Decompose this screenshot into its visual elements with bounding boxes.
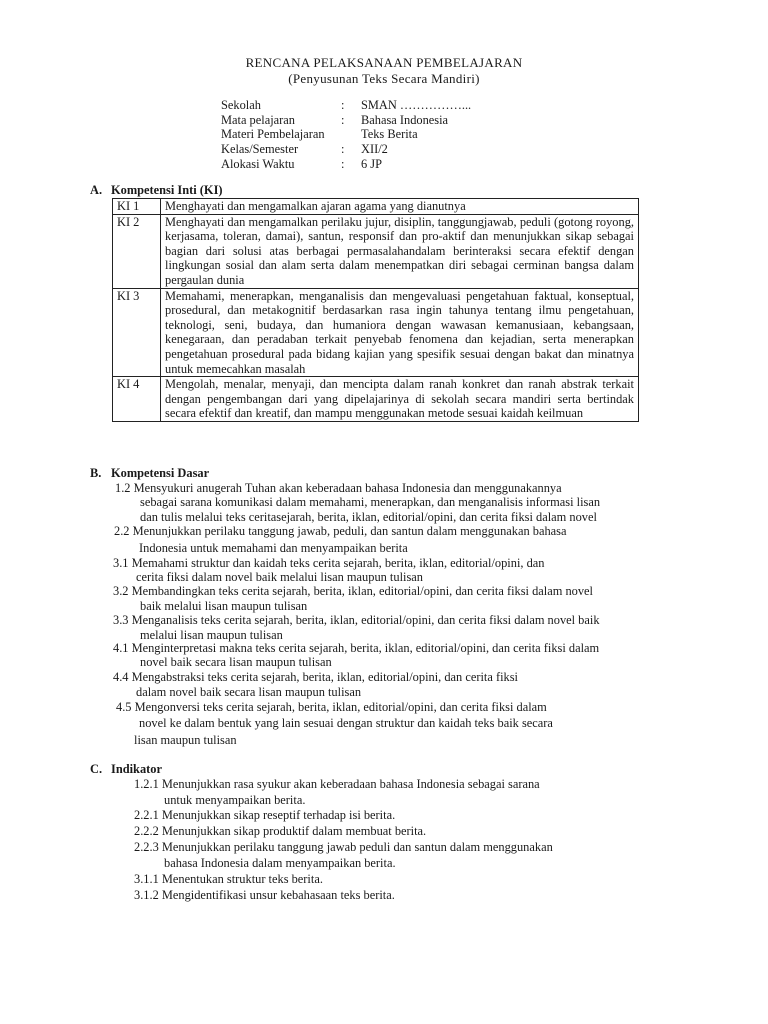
table-row <box>113 288 639 377</box>
info-label: Sekolah <box>221 98 261 112</box>
info-row-sekolah <box>221 98 641 113</box>
kd-line: dan tulis melalui teks ceritasejarah, berita, iklan, editorial/opini, dan cerita fiksi dalam novel <box>140 510 597 524</box>
ki-code: KI 4 <box>113 377 161 422</box>
info-row-materi <box>221 127 641 142</box>
kd-line: 4.4 Mengabstraksi teks cerita sejarah, berita, iklan, editorial/opini, dan cerita fiksi <box>113 670 518 684</box>
section-c-heading <box>90 762 162 777</box>
ki-code: KI 3 <box>113 288 161 377</box>
kd-line: 3.1 Memahami struktur dan kaidah teks cerita sejarah, berita, iklan, editorial/opini, dan <box>113 556 545 570</box>
section-title: Kompetensi Inti (KI) <box>111 183 223 197</box>
info-row-mata-pelajaran <box>221 113 641 128</box>
kd-line: sebagai sarana komunikasi dalam memahami, menerapkan, dan menganalisis informasi lisan <box>140 495 601 509</box>
indicator-line: 2.2.2 Menunjukkan sikap produktif dalam membuat berita. <box>134 824 427 838</box>
document-subtitle: (Penyusunan Teks Secara Mandiri) <box>288 71 480 86</box>
ki-text: Menghayati dan mengamalkan perilaku jujur, disiplin, tanggungjawab, peduli (gotong royong, kerjasama, toleran, damai), santun, responsif dan pro-aktif dan menunjukkan sikap sebagai bagian dari solusi atas berbagai permasalahandalam berinteraksi secara efektif dengan lingkungan sosial dan alam serta dalam menempatkan diri sebagai cerminan bangsa dalam pergaulan dunia <box>161 214 639 288</box>
table-row <box>113 377 639 422</box>
document-title: RENCANA PELAKSANAAN PEMBELAJARAN <box>245 55 523 70</box>
info-value: XII/2 <box>361 142 388 157</box>
section-title: Indikator <box>111 762 162 776</box>
ki-text: Memahami, menerapkan, menganalisis dan mengevaluasi pengetahuan faktual, konseptual, prosedural, dan metakognitif berdasarkan rasa ingin tahunya tentang ilmu pengetahuan, teknologi, seni, budaya, dan humaniora dengan wawasan kemanusiaan, kebangsaan, kenegaraan, dan peradaban terkait penyebab fenomena dan kejadian, serta menerapkan pengetahuan prosedural pada bidang kajian yang spesifik sesuai dengan bakat dan minatnya untuk memecahkan masalah <box>161 288 639 377</box>
indicator-line: untuk menyampaikan berita. <box>164 793 306 807</box>
identity-block <box>221 98 641 171</box>
kd-line: 3.2 Membandingkan teks cerita sejarah, berita, iklan, editorial/opini, dan cerita fiksi dalam novel <box>113 584 593 598</box>
section-title: Kompetensi Dasar <box>111 466 210 480</box>
section-letter: B. <box>90 466 102 480</box>
kd-line: baik melalui lisan maupun tulisan <box>140 599 308 613</box>
table-row <box>113 199 639 215</box>
info-row-kelas <box>221 142 641 157</box>
kd-line: 1.2 Mensyukuri anugerah Tuhan akan keberadaan bahasa Indonesia dan menggunakannya <box>115 481 562 495</box>
ki-code: KI 2 <box>113 214 161 288</box>
kd-line: 3.3 Menganalisis teks cerita sejarah, berita, iklan, editorial/opini, dan cerita fiksi dalam novel baik <box>113 613 600 627</box>
indicator-line: 2.2.1 Menunjukkan sikap reseptif terhadap isi berita. <box>134 808 396 822</box>
info-colon: : <box>341 112 345 127</box>
info-value: 6 JP <box>361 156 383 171</box>
kd-line: cerita fiksi dalam novel baik melalui lisan maupun tulisan <box>136 570 423 584</box>
info-colon: : <box>341 142 345 157</box>
info-label: Alokasi Waktu <box>221 156 295 171</box>
info-value: Bahasa Indonesia <box>361 112 449 127</box>
kd-line: dalam novel baik secara lisan maupun tulisan <box>136 685 362 699</box>
info-label: Mata pelajaran <box>221 112 295 127</box>
info-value: Teks Berita <box>361 127 418 142</box>
ki-text: Menghayati dan mengamalkan ajaran agama yang dianutnya <box>161 199 639 215</box>
info-label: Kelas/Semester <box>221 142 299 157</box>
indicator-line: 2.2.3 Menunjukkan perilaku tanggung jawab peduli dan santun dalam menggunakan <box>134 840 553 854</box>
kd-line: 4.1 Menginterpretasi makna teks cerita sejarah, berita, iklan, editorial/opini, dan cerita fiksi dalam <box>113 641 600 655</box>
info-row-alokasi <box>221 157 641 172</box>
section-letter: C. <box>90 762 103 776</box>
ki-text: Mengolah, menalar, menyaji, dan mencipta dalam ranah konkret dan ranah abstrak terkait dengan pengembangan dari yang dipelajarinya di sekolah secara mandiri serta bertindak secara efektif dan kreatif, dan mampu menggunakan metode sesuai kaidah keilmuan <box>161 377 639 422</box>
section-b-heading <box>90 466 209 481</box>
table-row <box>113 214 639 288</box>
kd-line: novel ke dalam bentuk yang lain sesuai dengan struktur dan kaidah teks baik secara <box>139 716 553 730</box>
section-letter: A. <box>90 183 103 197</box>
info-colon: : <box>341 98 345 112</box>
kd-line: 4.5 Mengonversi teks cerita sejarah, berita, iklan, editorial/opini, dan cerita fiksi dalam <box>116 700 547 714</box>
kd-line: melalui lisan maupun tulisan <box>140 628 283 642</box>
kd-line: lisan maupun tulisan <box>134 733 237 747</box>
ki-code: KI 1 <box>113 199 161 215</box>
indicator-line: 3.1.2 Mengidentifikasi unsur kebahasaan teks berita. <box>134 888 395 902</box>
indicator-line: 3.1.1 Menentukan struktur teks berita. <box>134 872 323 886</box>
kd-line: novel baik secara lisan maupun tulisan <box>140 655 332 669</box>
info-colon: : <box>341 156 345 171</box>
indicator-line: bahasa Indonesia dalam menyampaikan berita. <box>164 856 396 870</box>
kd-line: Indonesia untuk memahami dan menyampaikan berita <box>139 541 408 555</box>
ki-table <box>112 198 639 422</box>
section-a-heading <box>90 183 223 198</box>
kd-line: 2.2 Menunjukkan perilaku tanggung jawab, peduli, dan santun dalam menggunakan bahasa <box>114 524 567 538</box>
info-value: SMAN ……………... <box>361 98 472 112</box>
info-label: Materi Pembelajaran <box>221 127 325 142</box>
indicator-line: 1.2.1 Menunjukkan rasa syukur akan keberadaan bahasa Indonesia sebagai sarana <box>134 777 540 791</box>
